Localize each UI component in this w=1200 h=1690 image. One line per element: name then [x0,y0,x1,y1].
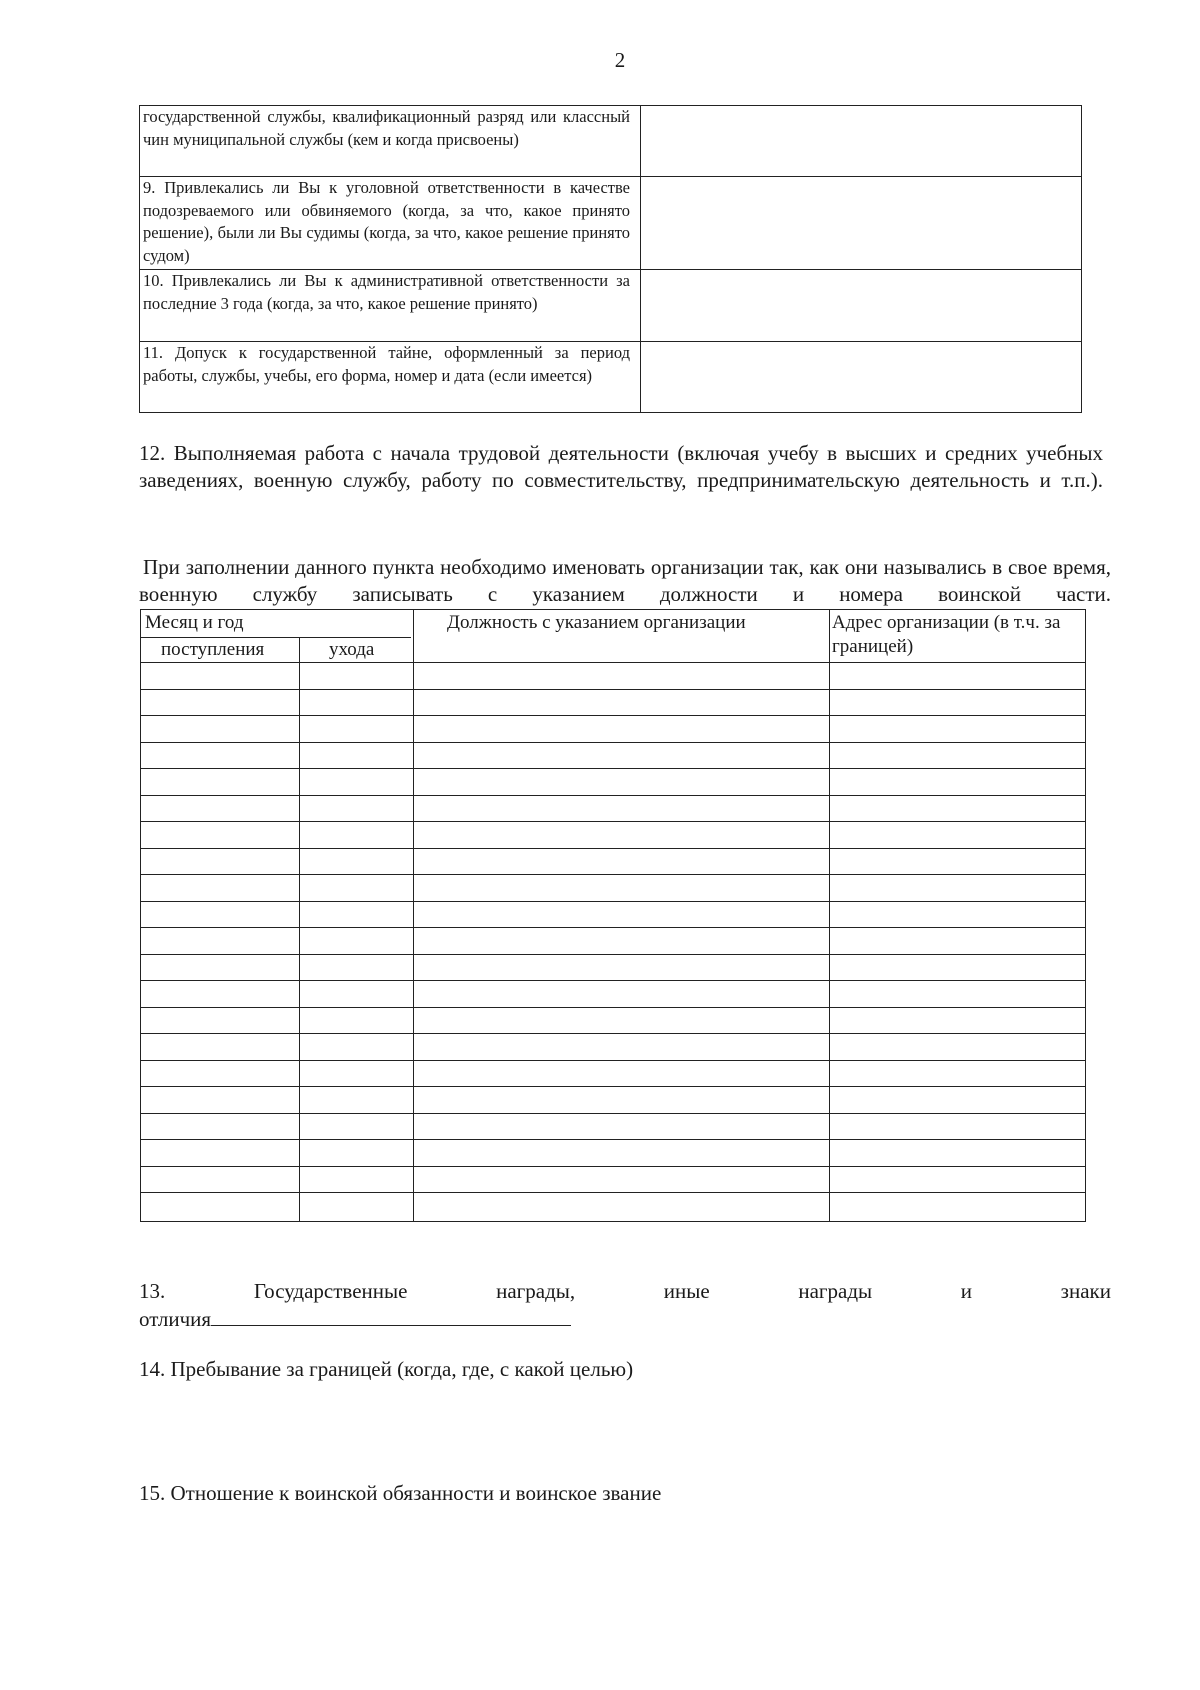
header-month-year: Месяц и год [145,612,244,633]
table-row [140,177,1081,270]
column-divider [299,637,300,1221]
question-cell: 9. Привлекались ли Вы к уголовной ответственности в качестве подозреваемого или обвиняемого (когда, за что, какое принято решение), были ли Вы судимы (когда, за что, какое решение принято судом) [140,177,641,269]
answer-cell[interactable] [641,342,1081,412]
question-cell: 10. Привлекались ли Вы к административной ответственности за последние 3 года (когда, за что, какое решение принято) [140,270,641,341]
table-row [140,342,1081,412]
table-row [141,1086,1085,1087]
section-13-line2: отличия [139,1305,1111,1333]
table-row [141,1113,1085,1114]
questions-table [139,105,1082,413]
table-row [141,1033,1085,1034]
header-start: поступления [161,639,265,660]
awards-blank-line[interactable] [211,1305,571,1326]
section-12-title: 12. Выполняемая работа с начала трудовой деятельности (включая учебу в высших и средних учебных заведениях, военную службу, работу по совместительству, предпринимательскую деятельность и т.п.). [139,441,1103,492]
table-row [141,848,1085,849]
table-row [141,1060,1085,1061]
table-row [141,1139,1085,1140]
answer-cell[interactable] [641,106,1081,176]
table-row [141,954,1085,955]
table-row [141,715,1085,716]
section-13 [139,1278,1111,1333]
header-position: Должность с указанием организации [447,612,746,633]
table-row [141,901,1085,902]
header-end: ухода [329,639,375,660]
table-row [140,270,1081,342]
page-number: 2 [614,48,626,72]
section-13-line1: 13. Государственные награды, иные награды и знаки [139,1279,1111,1303]
table-row [141,742,1085,743]
table-row [141,1007,1085,1008]
column-divider [829,610,830,1221]
section-14-title: 14. Пребывание за границей (когда, где, с какой целью) [139,1357,634,1381]
table-row [141,874,1085,875]
table-row [141,768,1085,769]
section-15-title: 15. Отношение к воинской обязанности и воинское звание [139,1481,662,1505]
table-row [141,821,1085,822]
question-cell: 11. Допуск к государственной тайне, оформленный за период работы, службы, учебы, его форма, номер и дата (если имеется) [140,342,641,412]
table-row [141,795,1085,796]
table-row [141,927,1085,928]
section-12-instruction: При заполнении данного пункта необходимо именовать организации так, как они назывались в свое время, военную службу записывать с указанием должности и номера воинской части. [139,555,1111,606]
table-row [141,1166,1085,1167]
table-row [141,980,1085,981]
table-row [141,689,1085,690]
question-cell: государственной службы, квалификационный разряд или классный чин муниципальной службы (кем и когда присвоены) [140,106,641,176]
header-address: Адрес организации (в т.ч. за границей) [832,612,1061,657]
table-row [140,106,1081,177]
answer-cell[interactable] [641,270,1081,341]
table-row [141,1192,1085,1193]
answer-cell[interactable] [641,177,1081,269]
header-bottom-line [141,662,1085,663]
work-history-table [140,609,1086,1222]
column-divider [413,610,414,1221]
